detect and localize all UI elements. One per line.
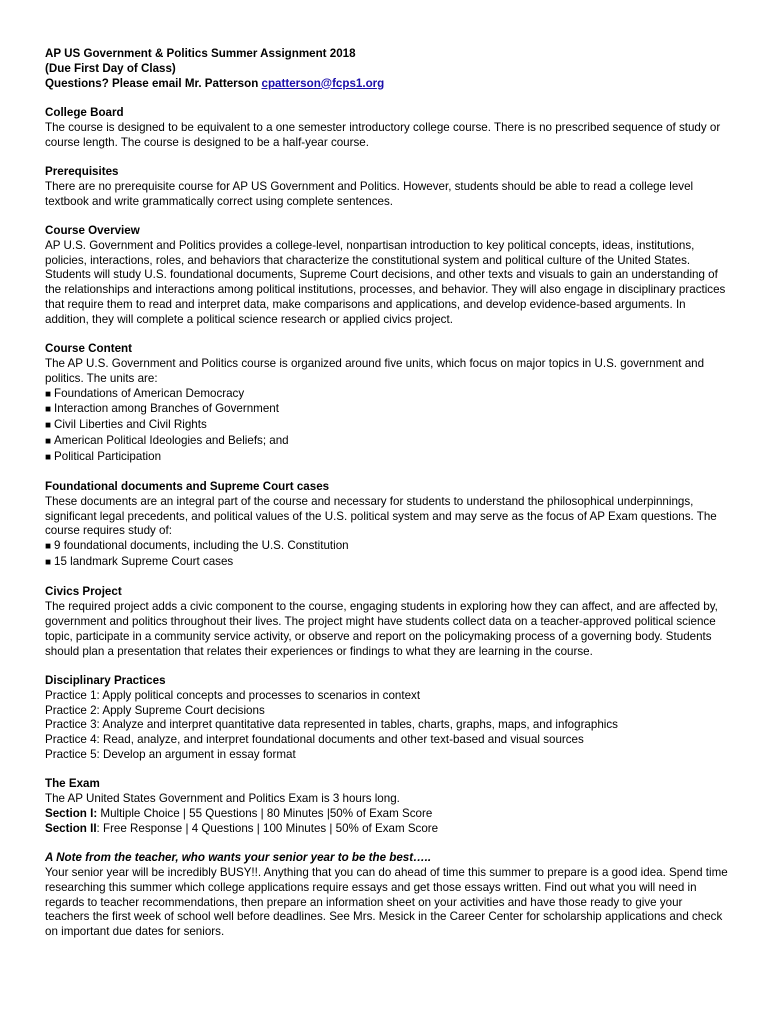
questions-text: Questions? Please email Mr. Patterson — [45, 76, 262, 90]
units-list — [45, 387, 730, 466]
prerequisites-text: There are no prerequisite course for AP US Government and Politics. However, students should be able to read a college level textbook and write grammatically correct using complete sentences. — [45, 179, 694, 208]
practices-heading: Disciplinary Practices — [45, 674, 166, 688]
exam-section-2 — [45, 822, 730, 837]
bullet-icon: ■ — [45, 404, 52, 416]
section-1-label: Section I: — [45, 807, 98, 821]
course-content-intro: The AP U.S. Government and Politics course is organized around five units, which focus on major topics in U.S. government and politics. The units are: — [45, 356, 705, 385]
exam-section-1 — [45, 807, 730, 822]
email-link[interactable]: cpatterson@fcps1.org — [261, 76, 385, 90]
list-item: ■ 15 landmark Supreme Court cases — [45, 555, 234, 569]
list-item: ■ Political Participation — [45, 449, 162, 463]
section-college-board — [45, 106, 730, 150]
due-date: (Due First Day of Class) — [45, 61, 176, 75]
bullet-icon: ■ — [45, 435, 52, 447]
section-2-label: Section II — [45, 821, 97, 835]
list-item: ■ Foundations of American Democracy — [45, 386, 245, 400]
bullet-icon: ■ — [45, 388, 52, 400]
list-item: Practice 4: Read, analyze, and interpret foundational documents and other text-based and visual sources — [45, 733, 584, 747]
foundational-list — [45, 539, 730, 571]
civics-text: The required project adds a civic component to the course, engaging students in exploring how they can affect, and are affected by, government and politics throughout their lives. The project might have students collect data on a teacher-approved political science topic, participate in a community service activity, or observe and report on the policymaking process of a governing body. Students should plan a presentation that relates their experiences or findings to what they are learning in the course. — [45, 600, 718, 658]
foundational-heading: Foundational documents and Supreme Court cases — [45, 480, 330, 494]
bullet-icon: ■ — [45, 557, 52, 569]
civics-heading: Civics Project — [45, 585, 122, 599]
list-item: Practice 1: Apply political concepts and processes to scenarios in context — [45, 688, 421, 702]
section-exam — [45, 777, 730, 836]
course-overview-heading: Course Overview — [45, 223, 140, 237]
bullet-icon: ■ — [45, 541, 52, 553]
exam-heading: The Exam — [45, 777, 100, 791]
foundational-intro: These documents are an integral part of the course and necessary for students to understand the philosophical underpinnings, significant legal precedents, and political values of the U.S. political system and may serve as the focus of AP Exam questions. The course requires study of: — [45, 494, 717, 538]
list-item: Practice 2: Apply Supreme Court decisions — [45, 703, 265, 717]
section-teacher-note — [45, 851, 730, 940]
prerequisites-heading: Prerequisites — [45, 164, 119, 178]
list-item: ■ 9 foundational documents, including the U.S. Constitution — [45, 539, 349, 553]
section-course-content — [45, 342, 730, 465]
contact-line — [45, 77, 730, 92]
section-disciplinary-practices — [45, 674, 730, 763]
practices-list — [45, 689, 730, 763]
note-heading: A Note from the teacher, who wants your senior year to be the best….. — [45, 851, 432, 865]
section-2-text: : Free Response | 4 Questions | 100 Minutes | 50% of Exam Score — [96, 821, 439, 835]
list-item: ■ Civil Liberties and Civil Rights — [45, 418, 207, 432]
bullet-icon: ■ — [45, 420, 52, 432]
college-board-heading: College Board — [45, 105, 124, 119]
list-item: Practice 3: Analyze and interpret quantitative data represented in tables, charts, graphs, maps, and infographics — [45, 718, 618, 732]
course-content-heading: Course Content — [45, 342, 132, 356]
document-header — [45, 47, 730, 91]
exam-intro: The AP United States Government and Politics Exam is 3 hours long. — [45, 792, 400, 806]
section-course-overview — [45, 224, 730, 328]
course-overview-text: AP U.S. Government and Politics provides a college-level, nonpartisan introduction to key political concepts, ideas, institutions, policies, interactions, roles, and behaviors that characterize the constitutional system and political culture of the United States. Students will study U.S. foundational documents, Supreme Court decisions, and other texts and visuals to gain an understanding of the relationships and interactions among political institutions, processes, and behavior. They will also engage in disciplinary practices that require them to read and interpret data, make comparisons and applications, and develop evidence-based arguments. In addition, they will complete a political science research or applied civics project. — [45, 238, 726, 326]
document-title: AP US Government & Politics Summer Assignment 2018 — [45, 47, 356, 60]
section-foundational-documents — [45, 480, 730, 571]
note-text: Your senior year will be incredibly BUSY!!. Anything that you can do ahead of time this summer to prepare is a good idea. Spend time researching this summer which college applications require essays and get those essays written. Find out what you will need in regards to teacher recommendations, then prepare an information sheet on your activities and have those ready to give your teachers the first week of school well before deadlines. See Mrs. Mesick in the Career Center for scholarship applications and check on important due dates for seniors. — [45, 866, 728, 939]
section-civics-project — [45, 585, 730, 659]
list-item: Practice 5: Develop an argument in essay format — [45, 748, 296, 762]
list-item: ■ Interaction among Branches of Government — [45, 402, 279, 416]
section-1-text: Multiple Choice | 55 Questions | 80 Minutes |50% of Exam Score — [97, 807, 433, 821]
college-board-text: The course is designed to be equivalent to a one semester introductory college course. There is no prescribed sequence of study or course length. The course is designed to be a half-year course. — [45, 120, 721, 149]
section-prerequisites — [45, 165, 730, 209]
bullet-icon: ■ — [45, 451, 52, 463]
list-item: ■ American Political Ideologies and Beliefs; and — [45, 433, 289, 447]
